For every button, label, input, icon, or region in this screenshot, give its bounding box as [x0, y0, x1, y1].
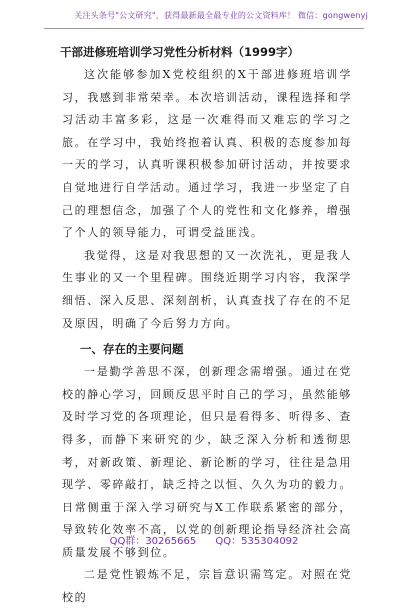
footer-qq: QQ：535304092: [215, 536, 299, 547]
header-divider: [44, 28, 364, 29]
page-footer: [0, 532, 408, 547]
paragraph-problem-1: 一是勤学善思不深，创新理念需增强。通过在党校的静心学习，回顾反思平时自己的学习，虽然能够及时学习党的各项理论，但只是看得多、听得多、查得多，而静下来研究的少，缺乏深入分析和透彻思考，对新政策、新理论、新论断的学习，往往是急用现学、零碎敲打，缺乏持之以恒、久久为功的毅力。日常侧重于深入学习研究与X工作联系紧密的部分，导致转化效率不高，以党的创新理论指导经济社会高质量发展不够到位。: [62, 365, 352, 559]
paragraph-reflection: 我觉得，这是对我思想的又一次洗礼，更是我人生事业的又一个里程碑。围绕近期学习内容，我深学细悟、深入反思、深刻剖析，认真查找了存在的不足及原因，明确了今后努力方向。: [62, 248, 352, 330]
document-title: 干部进修班培训学习党性分析材料（1999字）: [60, 45, 300, 59]
paragraph-intro: 这次能够参加X党校组织的X干部进修班培训学习，我感到非常荣幸。本次培训活动，课程选择和学习活动丰富多彩，这是一次难得而又难忘的学习之旅。在学习中，我始终抱着认真、积极的态度参加每一天的学习，认真听课积极参加研讨活动，并按要求自觉地进行自学活动。通过学习，我进一步坚定了自己的理想信念，加强了个人的党性和文化修养，增强了个人的领导能力，可谓受益匪浅。: [62, 68, 352, 240]
section-heading-problems: 一、存在的主要问题: [80, 342, 184, 357]
header-banner: 关注头条号"公文研究"，获得最新最全最专业的公文资料库！ 微信：gongwenyj: [74, 11, 368, 20]
footer-qq-group: QQ群：30265665: [109, 536, 197, 547]
paragraph-problem-2: 二是党性锻炼不足，宗旨意识需笃定。对照在党校的: [62, 568, 352, 605]
document-body: [62, 40, 352, 610]
